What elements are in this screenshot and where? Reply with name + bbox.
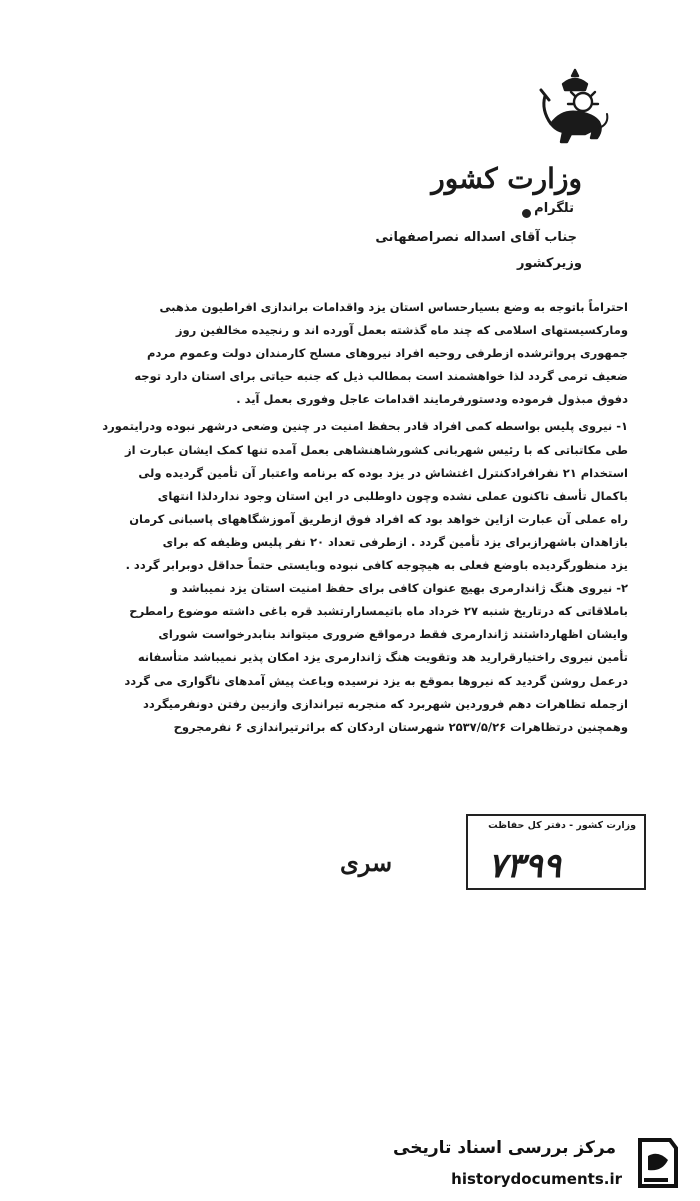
telegram-label: تلگرام: [534, 201, 574, 216]
body-line: وهمچنین درتظاهرات ۲۵۳۷/۵/۲۶ شهرستان اردکان که براثرتیراندازی ۶ نفرمجروح: [173, 719, 628, 734]
watermark-url[interactable]: historydocuments.ir: [451, 1170, 622, 1188]
body-line: درعمل روشن گردید که نیروها بموقع به یزد نرسیده وباعث پیش آمدهای ناگواری می گردد: [124, 673, 628, 688]
body-line: تأمین نیروی راختیارقرارید هد وتقویت هنگ ژاندارمری یزد امکان پذیر نمیباشد متأسفانه: [137, 650, 628, 665]
body-line: وماركسيستهاى اسلامى كه چند ماه گذشته بعمل آورده اند و رنجيده مخالفين روز: [175, 323, 628, 338]
lion-and-sun-emblem: [535, 66, 615, 158]
body-line: راه عملی آن عبارت ازاین خواهد بود که افراد فوق ازطریق آموزشگاههای پاسبانی کرمان: [129, 511, 628, 526]
body-line: جمهوری پرواترشده ازطرفی روحیه افراد نیروهای مسلح کارمندان دولت وعموم مردم: [147, 346, 628, 361]
body-line: باکمال تأسف تاکنون عملی نشده وچون داوطلبی در این استان وجود نداردلذا انتهای: [157, 488, 628, 503]
stamp-number: ۷۳۹۹: [488, 846, 562, 886]
body-line: یزد منظورگردیده باوضع فعلی به هیچوجه کافی نبوده وبایستی حتماً حداقل دوبرابر گردد .: [125, 558, 628, 573]
body-line: ۱- نیروی پلیس بواسطه کمی افراد قادر بحفظ امنیت در چنین وضعی درشهر نبوده ودرایتمورد: [102, 419, 628, 434]
stamp-text: وزارت کشور - دفتر کل حفاظت: [488, 820, 636, 831]
recipient-name: جناب آقای اسداله نصراصفهانی: [375, 230, 577, 245]
body-line: احتراماً باتوجه به وضع بسیارحساس استان یزد واقدامات براندازی افراطیون مذهبی: [159, 300, 628, 314]
body-line: ازجمله تظاهرات دهم فروردین شهربرد که منجربه تیراندازی وازبین رفتن دونفرمیگردد: [143, 696, 628, 711]
ministry-title: وزارت کشور: [431, 162, 582, 195]
letter-body: [96, 296, 628, 739]
body-line: طی مکاتباتی که با رئیس شهربانی کشورشاهنشاهی بعمل آمده تنها کمک ایشان عبارت از: [125, 442, 628, 457]
archive-logo-icon: [630, 1134, 682, 1192]
ink-dot: [522, 209, 531, 218]
body-line: ضعیف ترمی گردد لذا خواهشمند است بمطالب ذیل که جنبه حیاتی برای استان دارد توجه: [134, 369, 628, 384]
body-line: وایشان اظهارداشتند ژاندارمری فقط درمواقع ضروری میتواند بنابدرخواست شورای: [158, 627, 628, 642]
watermark-site-name: مرکز بررسی اسناد تاریخی: [393, 1138, 616, 1158]
body-line: استخدام ۲۱ نفرافرادکنترل اغتشاش در یزد بوده که برنامه واعتبار آن تأمین گردیده ولی: [138, 465, 628, 480]
recipient-title: وزیرکشور: [517, 256, 582, 271]
body-line: دفوق مبذول فرموده ودستورفرمایند اقدامات عاجل وفوری بعمل آید .: [236, 392, 628, 407]
registration-stamp: [466, 814, 646, 890]
body-line: باملاقاتی که درتاریخ شنبه ۲۷ خرداد ماه باتیمسارارتشبد قره باغی داشته موضوع رامطرح: [129, 604, 628, 619]
classification-mark: سری: [340, 848, 393, 877]
body-line: ۲- نیروی هنگ ژاندارمری بهیچ عنوان کافی برای حفظ امنیت استان یزد نمیباشد و: [170, 581, 628, 596]
body-line: بازاهدان باشهرازبرای یزد تأمین گردد . ازطرفی تعداد ۲۰ نفر پلیس وظیفه که برای: [162, 534, 628, 549]
